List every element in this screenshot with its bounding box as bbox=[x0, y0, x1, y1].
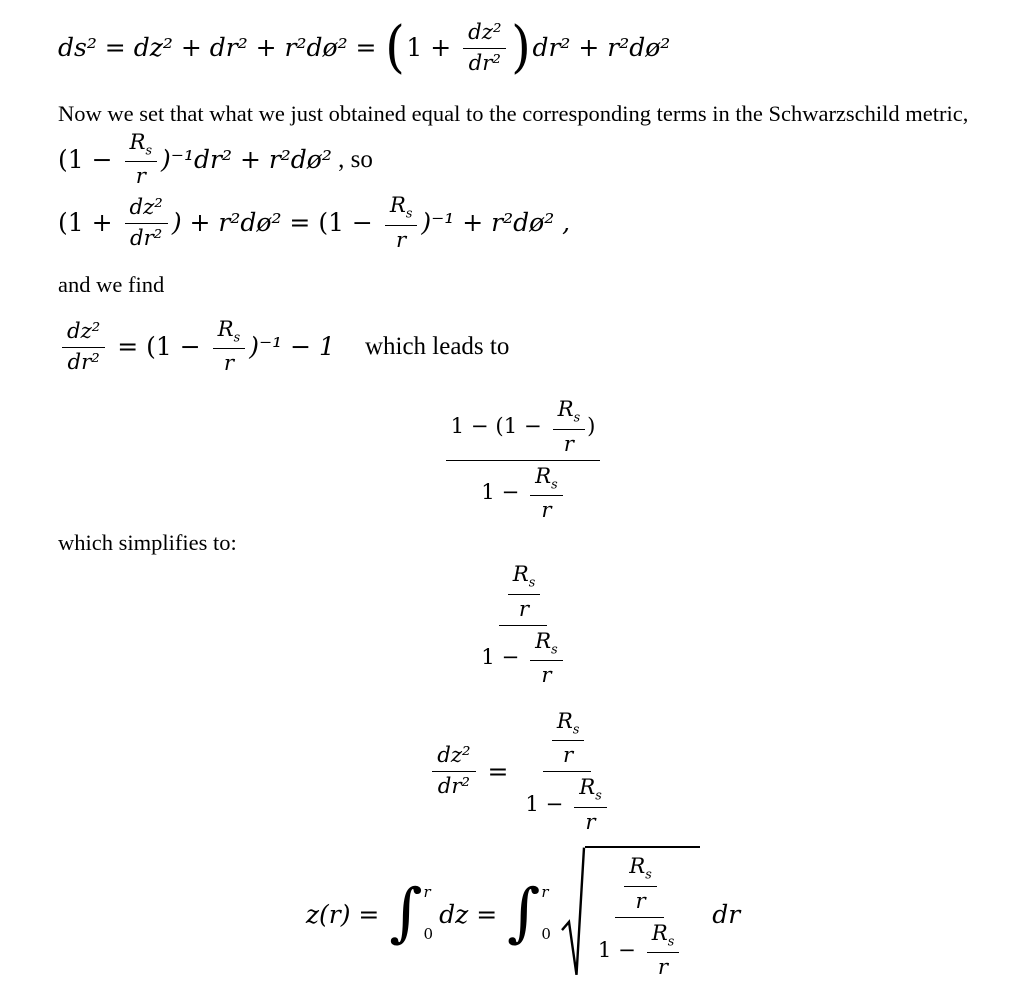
subscripted-symbol: $R_s$ bbox=[512, 562, 536, 591]
fraction-numerator bbox=[574, 775, 607, 808]
math-run: dr bbox=[704, 899, 741, 929]
radicand bbox=[585, 846, 700, 982]
fraction bbox=[593, 853, 686, 980]
math-run: ) bbox=[587, 413, 596, 439]
math-run: z(r) = bbox=[305, 899, 388, 929]
fraction-numerator bbox=[446, 396, 601, 460]
math-run: 1 − bbox=[525, 791, 571, 817]
fraction-numerator bbox=[615, 853, 664, 917]
math-run: )⁻¹dr² + r²dø² bbox=[161, 145, 332, 175]
fraction-numerator bbox=[552, 709, 585, 742]
math-run: r bbox=[223, 351, 235, 377]
fraction bbox=[624, 854, 657, 913]
math-run: r bbox=[135, 164, 146, 190]
equation-intermediate-fraction bbox=[58, 396, 988, 523]
fraction-denominator bbox=[559, 430, 579, 457]
math-run: dr² bbox=[67, 349, 100, 375]
integral-sign-icon: ∫ bbox=[389, 876, 423, 951]
fraction-numerator bbox=[213, 317, 246, 350]
subscripted-symbol: $R_s$ bbox=[389, 193, 413, 222]
fraction bbox=[530, 464, 563, 523]
fraction-denominator bbox=[433, 772, 475, 799]
fraction-denominator bbox=[653, 953, 673, 980]
fraction-numerator bbox=[499, 561, 548, 625]
math-run: dr² bbox=[130, 225, 163, 251]
subscripted-symbol: $R_s$ bbox=[129, 129, 153, 159]
fraction-denominator bbox=[630, 887, 650, 914]
fraction-numerator bbox=[543, 708, 592, 772]
math-run: r bbox=[541, 663, 552, 689]
fraction-numerator bbox=[125, 195, 168, 224]
math-run: dz² bbox=[437, 743, 471, 769]
math-run: (1 − bbox=[146, 332, 209, 362]
integral-lower-limit: 0 bbox=[423, 925, 434, 944]
fraction bbox=[446, 396, 601, 523]
integral-limits bbox=[541, 882, 551, 946]
radical-sign-icon bbox=[561, 846, 585, 982]
text-run: which leads to bbox=[364, 332, 510, 360]
fraction-denominator bbox=[476, 461, 569, 523]
and-we-find-text: and we find bbox=[58, 271, 165, 297]
fraction-numerator bbox=[553, 397, 586, 430]
math-run: dz² bbox=[67, 318, 101, 344]
equation-equating-terms bbox=[58, 193, 988, 252]
fraction-denominator bbox=[464, 49, 506, 76]
integral-sign-icon: ∫ bbox=[507, 876, 541, 951]
math-run: = bbox=[479, 756, 517, 786]
equation-dz-dr-result bbox=[58, 708, 988, 835]
fraction-denominator bbox=[125, 224, 167, 251]
fraction-numerator bbox=[530, 629, 563, 662]
math-run: 1 − (1 − bbox=[450, 413, 549, 439]
math-run: r bbox=[585, 809, 596, 835]
subscripted-symbol: $R_s$ bbox=[557, 397, 581, 426]
big-parenthesis: ( bbox=[385, 14, 406, 80]
big-parenthesis: ) bbox=[511, 14, 532, 80]
fraction-denominator bbox=[63, 348, 105, 375]
fraction bbox=[574, 775, 607, 834]
subscripted-symbol: $R_s$ bbox=[651, 920, 675, 949]
math-run: 1 − bbox=[481, 645, 527, 671]
math-run: (1 − bbox=[318, 208, 381, 238]
subscripted-symbol: $R_s$ bbox=[217, 316, 241, 346]
math-run: r bbox=[635, 888, 646, 914]
math-run: (1 − bbox=[58, 145, 121, 175]
fraction-denominator bbox=[558, 741, 578, 768]
fraction-numerator bbox=[530, 464, 563, 497]
fraction-numerator bbox=[62, 319, 105, 348]
fraction-denominator bbox=[391, 226, 411, 253]
subscripted-symbol: $R_s$ bbox=[629, 854, 652, 883]
fraction-numerator bbox=[647, 921, 680, 954]
math-run: dr² bbox=[468, 50, 501, 76]
fraction-denominator bbox=[131, 162, 151, 189]
math-run: = bbox=[109, 332, 147, 362]
math-run: r bbox=[541, 498, 552, 524]
math-run: r bbox=[563, 743, 574, 769]
fraction bbox=[476, 561, 569, 688]
fraction-denominator bbox=[219, 349, 239, 376]
fraction-denominator bbox=[536, 661, 556, 688]
fraction bbox=[463, 20, 506, 76]
subscripted-symbol: $R_s$ bbox=[579, 775, 602, 804]
fraction bbox=[552, 709, 585, 768]
fraction bbox=[385, 193, 418, 252]
equation-simplified-fraction bbox=[58, 561, 988, 688]
fraction-denominator bbox=[536, 496, 556, 523]
text-run: , so bbox=[331, 145, 373, 173]
math-run: dr² bbox=[437, 774, 471, 800]
math-run: ds² = dz² + dr² + r²dø² = bbox=[58, 33, 385, 63]
fraction-numerator bbox=[385, 193, 418, 226]
fraction bbox=[553, 397, 586, 456]
integral-upper-limit: r bbox=[541, 883, 549, 902]
which-simplifies-text: which simplifies to: bbox=[58, 529, 237, 555]
integral-upper-limit: r bbox=[423, 883, 431, 902]
fraction-numerator bbox=[125, 130, 158, 163]
math-run: )⁻¹ + r²dø² , bbox=[421, 208, 571, 238]
fraction-numerator bbox=[463, 20, 506, 49]
math-run: r bbox=[518, 596, 530, 622]
fraction bbox=[125, 130, 158, 189]
equation-dz-dr-derivative bbox=[58, 317, 988, 376]
subscripted-symbol: $R_s$ bbox=[535, 628, 558, 657]
math-run: 1 − bbox=[597, 937, 643, 963]
math-run: r bbox=[657, 955, 669, 981]
fraction-denominator bbox=[520, 772, 613, 834]
radical bbox=[561, 846, 700, 982]
fraction-numerator bbox=[508, 562, 541, 595]
fraction-numerator bbox=[624, 854, 657, 887]
fraction bbox=[213, 317, 246, 376]
fraction bbox=[432, 743, 475, 799]
fraction bbox=[125, 195, 168, 251]
subscripted-symbol: $R_s$ bbox=[556, 708, 580, 738]
fraction-denominator bbox=[580, 808, 600, 835]
fraction bbox=[62, 319, 105, 375]
intro-paragraph: Now we set that what we just obtained equal to the corresponding terms in the Schwarzschild metric, bbox=[58, 100, 969, 126]
fraction-denominator bbox=[476, 626, 569, 688]
math-run: r bbox=[563, 431, 574, 457]
subscripted-symbol: $R_s$ bbox=[535, 463, 558, 492]
math-run: dz = bbox=[439, 899, 506, 929]
fraction bbox=[647, 921, 680, 980]
math-run: 1 − bbox=[481, 480, 527, 506]
integral bbox=[389, 876, 434, 951]
fraction bbox=[530, 629, 563, 688]
equation-schwarzschild-terms bbox=[58, 130, 988, 189]
math-run: r bbox=[396, 227, 407, 253]
integral bbox=[507, 876, 551, 951]
math-run: dz² bbox=[468, 20, 502, 45]
equation-line-element bbox=[58, 14, 988, 80]
fraction bbox=[508, 562, 541, 621]
math-run: )⁻¹ − 1 bbox=[249, 332, 335, 362]
integral-lower-limit: 0 bbox=[541, 925, 551, 944]
math-run: dr² + r²dø² bbox=[532, 33, 671, 63]
fraction-numerator bbox=[432, 743, 475, 772]
fraction bbox=[520, 708, 613, 835]
math-run: 1 + bbox=[406, 33, 460, 63]
fraction-denominator bbox=[593, 918, 686, 980]
math-run: dz² bbox=[129, 195, 163, 221]
equation-z-integral bbox=[58, 846, 988, 982]
fraction-denominator bbox=[514, 595, 534, 622]
math-run: (1 + bbox=[58, 208, 121, 238]
math-run: ) + r²dø² = bbox=[171, 208, 319, 238]
integral-limits bbox=[424, 882, 434, 946]
